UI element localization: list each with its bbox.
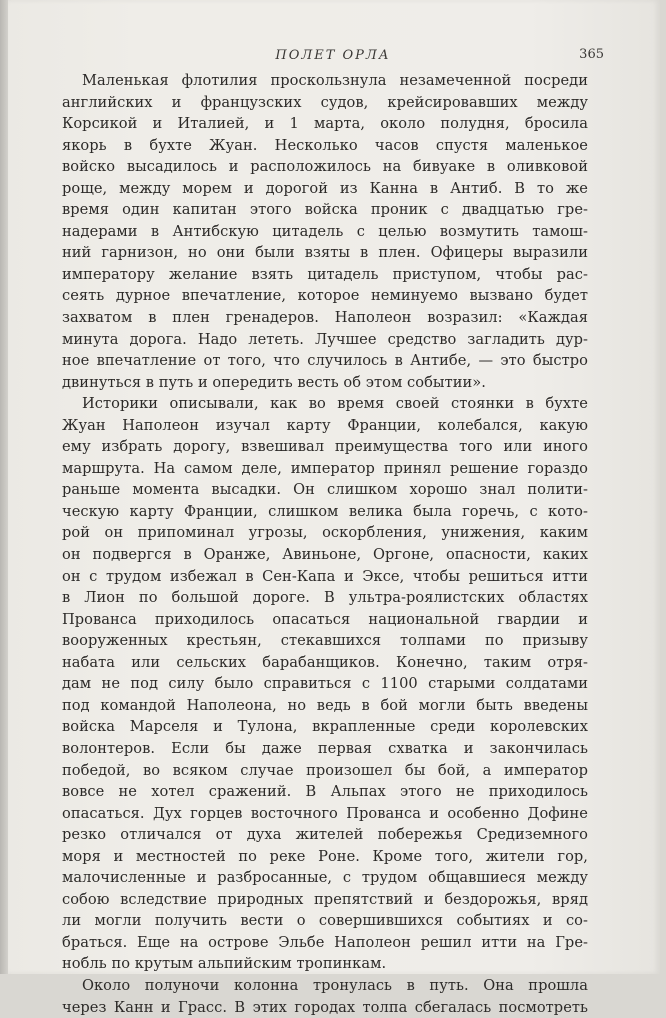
text-line: захватом в плен гренадеров. Наполеон возразил: «Каждая xyxy=(62,309,588,327)
text-line: раньше момента высадки. Он слишком хорошо знал полити- xyxy=(62,481,588,499)
text-line: через Канн и Грасс. В этих городах толпа сбегалась посмотреть xyxy=(62,998,588,1016)
text-line: моря и местностей по реке Роне. Кроме того, жители гор, xyxy=(62,847,588,865)
text-line: Корсикой и Италией, и 1 марта, около полудня, бросила xyxy=(62,115,588,133)
text-line: Около полуночи колонна тронулась в путь. Она прошла xyxy=(82,976,588,994)
text-line: малочисленные и разбросанные, с трудом общавшиеся между xyxy=(62,869,588,887)
text-line: войско высадилось и расположилось на бивуаке в оливковой xyxy=(62,158,588,176)
text-line: рой он припоминал угрозы, оскорбления, унижения, каким xyxy=(62,524,588,542)
text-line: минута дорога. Надо лететь. Лучшее средство загладить дур- xyxy=(62,330,588,348)
page-number: 365 xyxy=(579,47,604,62)
text-line: волонтеров. Если бы даже первая схватка и закончилась xyxy=(62,739,588,757)
text-line: дам не под силу было справиться с 1100 старыми солдатами xyxy=(62,675,588,693)
text-line: Жуан Наполеон изучал карту Франции, колебался, какую xyxy=(62,416,588,434)
text-line: надерами в Антибскую цитадель с целью возмутить тамош- xyxy=(62,222,588,240)
text-line: Маленькая флотилия проскользнула незамеченной посреди xyxy=(82,72,588,89)
text-line: победой, во всяком случае произошел бы бой, а император xyxy=(62,761,588,779)
text-line: ему избрать дорогу, взвешивал преимущества того или иного xyxy=(62,438,588,456)
text-line: резко отличался от духа жителей побережья Средиземного xyxy=(62,826,588,844)
text-line: ное впечатление от того, что случилось в Антибе, — это быстро xyxy=(62,352,588,370)
text-line: в Лион по большой дороге. В ультра-роялистских областях xyxy=(62,589,588,607)
text-line: Прованса приходилось опасаться национальной гвардии и xyxy=(62,610,588,628)
text-line: вовсе не хотел сражений. В Альпах этого не приходилось xyxy=(62,783,588,801)
text-line: ний гарнизон, но они были взяты в плен. Офицеры выразили xyxy=(62,244,588,262)
text-line: нобль по крутым альпийским тропинкам. xyxy=(62,955,387,973)
text-line: ли могли получить вести о совершившихся событиях и со- xyxy=(62,912,588,930)
text-line: английских и французских судов, крейсировавших между xyxy=(62,93,588,111)
text-line: время один капитан этого войска проник с двадцатью гре- xyxy=(62,201,588,219)
text-line: набата или сельских барабанщиков. Конечно, таким отря- xyxy=(62,653,588,671)
text-line: он подвергся в Оранже, Авиньоне, Оргоне, опасности, каких xyxy=(62,546,588,564)
text-line: собою вследствие природных препятствий и бездорожья, вряд xyxy=(62,890,588,908)
text-line: якорь в бухте Жуан. Несколько часов спустя маленькое xyxy=(62,136,588,154)
text-line: ческую карту Франции, слишком велика была горечь, с кото- xyxy=(62,502,588,520)
text-line: под командой Наполеона, но ведь в бой могли быть введены xyxy=(62,696,588,714)
body-text xyxy=(62,70,588,1018)
running-title: ПОЛЕТ ОРЛА xyxy=(275,48,391,63)
text-line: браться. Еще на острове Эльбе Наполеон решил итти на Гре- xyxy=(62,933,588,951)
text-line: сеять дурное впечатление, которое неминуемо вызвано будет xyxy=(62,287,588,305)
text-line: войска Марселя и Тулона, вкрапленные среди королевских xyxy=(62,718,588,736)
text-line: он с трудом избежал в Сен-Капа и Эксе, чтобы решиться итти xyxy=(62,567,588,585)
text-line: опасаться. Дух горцев восточного Прованса и особенно Дофине xyxy=(62,804,588,822)
text-line: маршрута. На самом деле, император принял решение гораздо xyxy=(62,459,588,477)
text-line: роще, между морем и дорогой из Канна в Антиб. В то же xyxy=(62,179,588,197)
text-line: двинуться в путь и опередить весть об этом событии». xyxy=(62,373,486,391)
text-line: Историки описывали, как во время своей стоянки в бухте xyxy=(82,395,588,413)
text-line: императору желание взять цитадель приступом, чтобы рас- xyxy=(62,265,588,283)
text-line: вооруженных крестьян, стекавшихся толпами по призыву xyxy=(62,632,588,650)
